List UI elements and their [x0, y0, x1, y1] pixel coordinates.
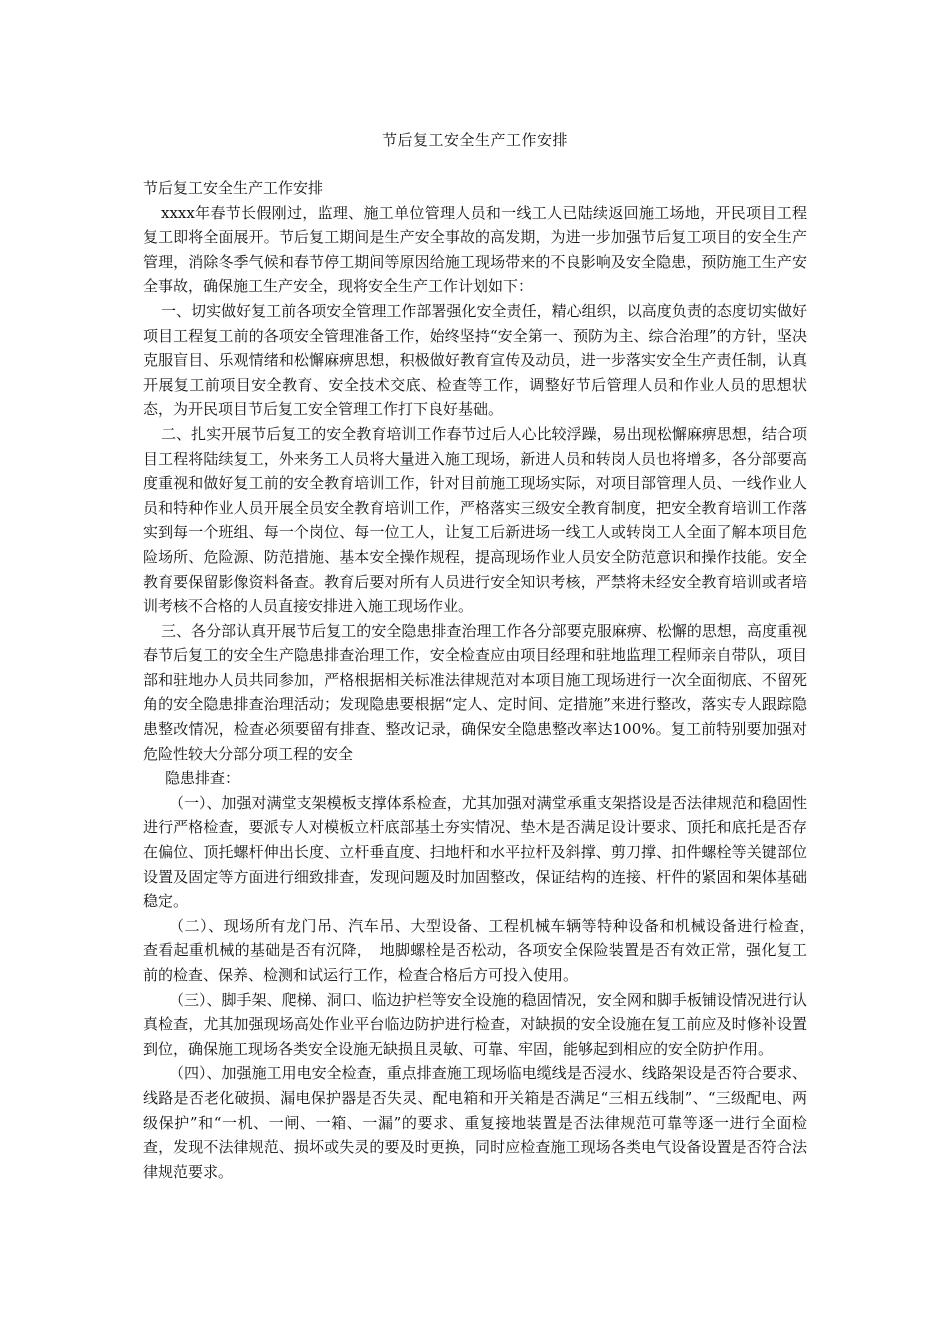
document-body	[143, 176, 823, 1184]
section-one-paragraph: 一、切实做好复工前各项安全管理工作部署强化安全责任，精心组织，以高度负责的态度切实做好项目工程复工前的各项安全管理准备工作，始终坚持“安全第一、预防为主、综合治理”的方针，坚决克服盲目、乐观情绪和松懈麻痹思想，积极做好教育宣传及动员，进一步落实安全生产责任制，认真开展复工前项目安全教育、安全技术交底、检查等工作，调整好节后管理人员和作业人员的思想状态，为开民项目节后复工安全管理工作打下良好基础。	[143, 301, 807, 419]
item-three-paragraph: （三）、脚手架、爬梯、洞口、临边护栏等安全设施的稳固情况，安全网和脚手板铺设情况进行认真检查，尤其加强现场高处作业平台临边防护进行检查，对缺损的安全设施在复工前应及时修补设置到位，确保施工现场各类安全设施无缺损且灵敏、可靠、牢固，能够起到相应的安全防护作用。	[143, 990, 807, 1058]
document-subtitle: 节后复工安全生产工作安排	[143, 179, 324, 197]
section-three-paragraph: 三、各分部认真开展节后复工的安全隐患排查治理工作各分部要克服麻痹、松懈的思想，高度重视春节后复工的安全生产隐患排查治理工作，安全检查应由项目经理和驻地监理工程师亲自带队，项目部和驻地办人员共同参加，严格根据相关标准法律规范对本项目施工现场进行一次全面彻底、不留死角的安全隐患排查治理活动；发现隐患要根据“定人、定时间、定措施”来进行整改，落实专人跟踪隐患整改情况，检查必须要留有排查、整改记录，确保安全隐患整改率达100%。复工前特别要加强对危险性较大分部分项工程的安全	[143, 621, 807, 763]
item-four-paragraph: （四）、加强施工用电安全检查，重点排查施工现场临电缆线是否浸水、线路架设是否符合要求、线路是否老化破损、漏电保护器是否失灵、配电箱和开关箱是否满足“三相五线制”、“三级配电、两级保护”和“一机、一闸、一箱、一漏”的要求、重复接地装置是否法律规范可靠等逐一进行全面检查，发现不法律规范、损坏或失灵的要及时更换，同时应检查施工现场各类电气设备设置是否符合法律规范要求。	[143, 1064, 807, 1181]
section-two-paragraph: 二、扎实开展节后复工的安全教育培训工作春节过后人心比较浮躁，易出现松懈麻痹思想，结合项目工程将陆续复工，外来务工人员将大量进入施工现场，新进人员和转岗人员也将增多，各分部要高度重视和做好复工前的安全教育培训工作，针对目前施工现场实际，对项目部管理人员、一线作业人员和特种作业人员开展全员安全教育培训工作，严格落实三级安全教育制度，把安全教育培训工作落实到每一个班组、每一个岗位、每一位工人，让复工后新进场一线工人或转岗工人全面了解本项目危险场所、危险源、防范措施、基本安全操作规程，提高现场作业人员安全防范意识和操作技能。安全教育要保留影像资料备查。教育后要对所有人员进行安全知识考核，严禁将未经安全教育培训或者培训考核不合格的人员直接安排进入施工现场作业。	[143, 424, 807, 616]
hazard-check-subheading: 隐患排查：	[165, 769, 241, 788]
document-title: 节后复工安全生产工作安排	[381, 131, 568, 149]
item-two-paragraph: （二）、现场所有龙门吊、汽车吊、大型设备、工程机械车辆等特种设备和机械设备进行检查， 查看起重机械的基础是否有沉降， 地脚螺栓是否松动，各项安全保险装置是否有效正常，强化复工前的检查、保养、检测和试运行工作，检查合格后方可投入使用。	[143, 916, 823, 984]
item-one-paragraph: （一）、加强对满堂支架模板支撑体系检查，尤其加强对满堂承重支架搭设是否法律规范和稳固性进行严格检查，要派专人对模板立杆底部基土夯实情况、垫木是否满足设计要求、顶托和底托是否存在偏位、顶托螺杆伸出长度、立杆垂直度、扫地杆和水平拉杆及斜撑、剪刀撑、扣件螺栓等关键部位设置及固定等方面进行细致排查，发现问题及时加固整改，保证结构的连接、杆件的紧固和架体基础稳定。	[143, 793, 807, 911]
intro-paragraph: xxxx年春节长假刚过，监理、施工单位管理人员和一线工人已陆续返回施工场地，开民项目工程复工即将全面展开。节后复工期间是生产安全事故的高发期，为进一步加强节后复工项目的安全生产管理，消除冬季气候和春节停工期间等原因给施工现场带来的不良影响及安全隐患，预防施工生产安全事故，确保施工生产安全，现将安全生产工作计划如下：	[143, 203, 807, 296]
